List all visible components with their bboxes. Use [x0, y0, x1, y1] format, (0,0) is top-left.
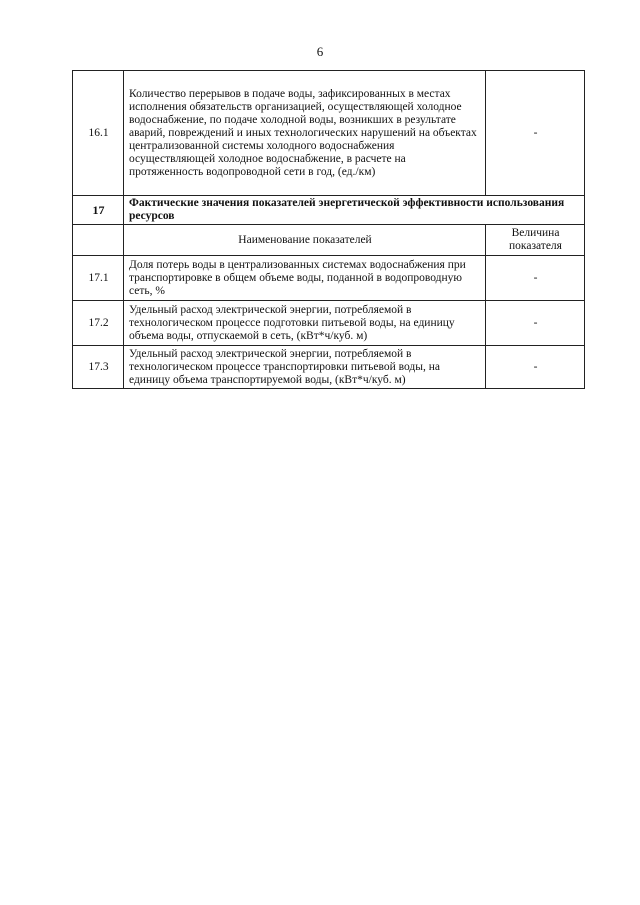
page-number: 6 [316, 44, 324, 59]
table-row-16-1 [73, 71, 585, 196]
indicator-value: - [486, 346, 585, 389]
header-indicator-name: Наименование показателей [124, 225, 486, 256]
indicator-name: Удельный расход электрической энергии, потребляемой в технологическом процессе подготовки питьевой воды, на единицу объема воды, отпускаемой в сеть, (кВт*ч/куб. м) [124, 301, 486, 346]
table-row-17-2 [73, 301, 585, 346]
indicator-value: - [486, 71, 585, 196]
column-header-row [73, 225, 585, 256]
section-title: Фактические значения показателей энергетической эффективности использования ресурсов [124, 196, 585, 225]
indicator-value: - [486, 301, 585, 346]
row-number: 17.1 [73, 256, 124, 301]
row-number: 16.1 [73, 71, 124, 196]
indicator-name: Доля потерь воды в централизованных системах водоснабжения при транспортировке в общем объеме воды, поданной в водопроводную сеть, % [124, 256, 486, 301]
table-row-17-1 [73, 256, 585, 301]
section-number: 17 [73, 196, 124, 225]
row-number: 17.3 [73, 346, 124, 389]
table-row-17-3 [73, 346, 585, 389]
header-indicator-value: Величина показателя [486, 225, 585, 256]
empty-header-cell [73, 225, 124, 256]
indicator-value: - [486, 256, 585, 301]
section-row-17 [73, 196, 585, 225]
indicator-name: Количество перерывов в подаче воды, зафиксированных в местах исполнения обязательств организацией, осуществляющей холодное водоснабжение, по подаче холодной воды, возникших в результате аварий, повреждений и иных технологических нарушений на объектах централизованной системы холодного водоснабжения осуществляющей холодное водоснабжение, в расчете на протяженность водопроводной сети в год, (ед./км) [124, 71, 486, 196]
row-number: 17.2 [73, 301, 124, 346]
indicator-name: Удельный расход электрической энергии, потребляемой в технологическом процессе транспортировки питьевой воды, на единицу объема транспортируемой воды, (кВт*ч/куб. м) [124, 346, 486, 389]
indicators-table [72, 70, 585, 389]
